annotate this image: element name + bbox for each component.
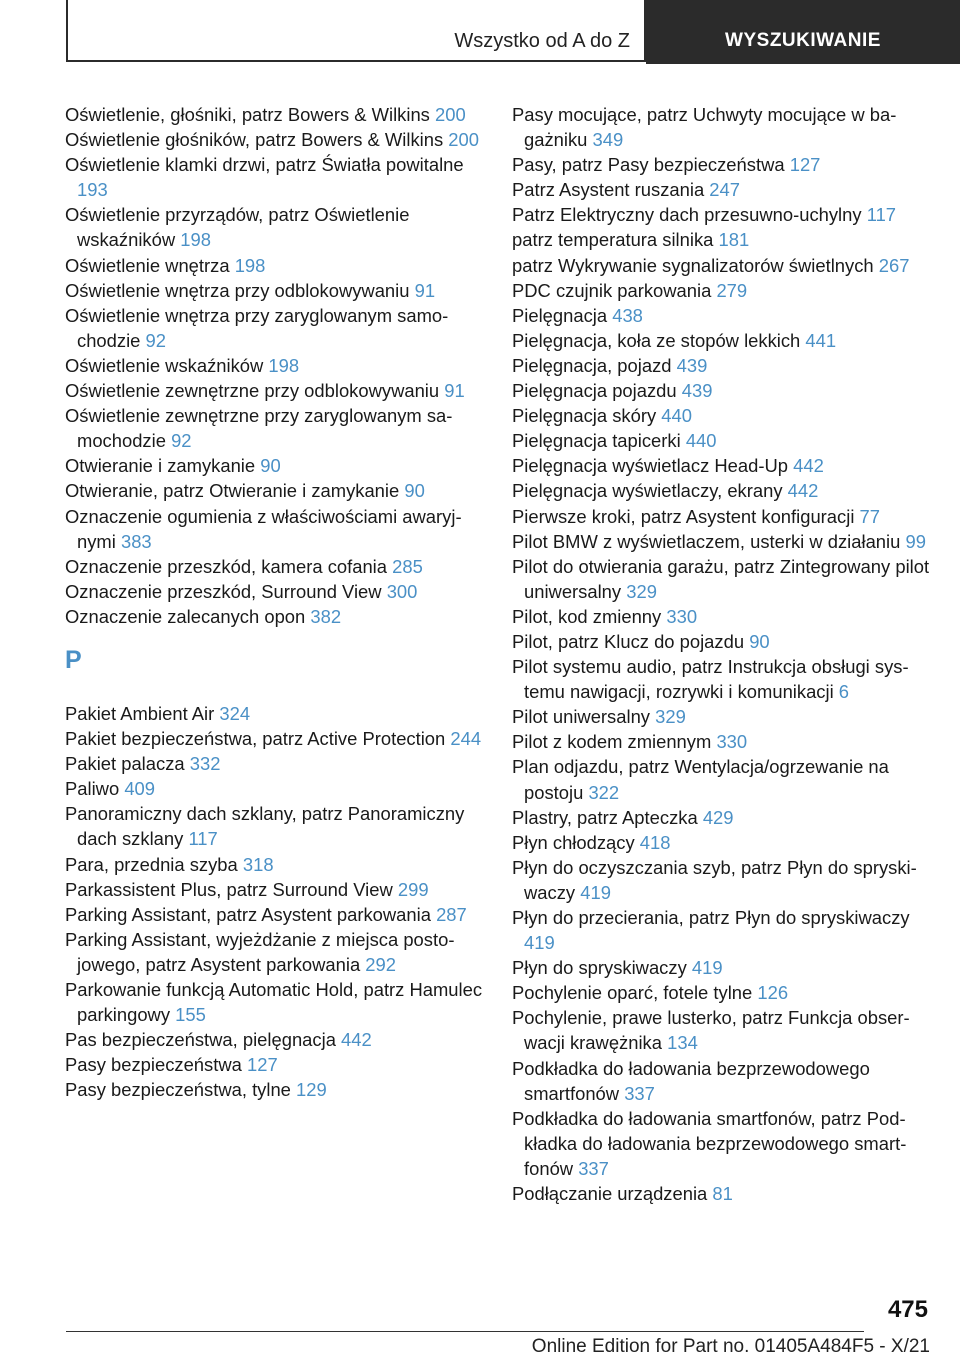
entry-text: Pasy bezpieczeństwa — [65, 1054, 242, 1076]
index-entry — [65, 353, 485, 378]
entry-text: Parking Assistant, patrz Asystent parkowania — [65, 903, 431, 925]
entry-page-link[interactable]: 200 — [435, 104, 466, 125]
index-entry — [512, 754, 930, 804]
entry-page-link[interactable]: 337 — [578, 1157, 609, 1179]
entry-text: Oznaczenie przeszkód, kamera cofania — [65, 555, 387, 577]
entry-page-link[interactable]: 200 — [448, 129, 479, 151]
index-entry — [512, 102, 930, 152]
entry-text: Podkładka do ładowania bezprzewodowego smartfonów — [512, 1057, 870, 1104]
entry-page-link[interactable]: 382 — [310, 605, 342, 627]
entry-page-link[interactable]: 318 — [242, 853, 274, 875]
footer-text: Online Edition for Part no. 01405A484F5 - X/21 — [531, 1336, 930, 1357]
entry-page-link[interactable]: 349 — [592, 129, 624, 151]
entry-text: Pilot uniwersalny — [512, 706, 650, 728]
tab-search-label: WYSZUKIWANIE — [725, 30, 881, 51]
entry-page-link[interactable]: 198 — [268, 354, 300, 376]
index-entry — [512, 177, 930, 202]
index-entry — [65, 701, 485, 726]
index-column-left — [65, 102, 485, 1102]
entries-p-section — [65, 701, 485, 1103]
tab-search[interactable] — [646, 0, 960, 64]
index-entry — [65, 278, 485, 303]
entry-text: Oświetlenie głośników, patrz Bowers & Wilkins — [65, 129, 444, 151]
entry-page-link[interactable]: 127 — [789, 154, 821, 176]
index-entry — [512, 830, 930, 855]
entry-text: Patrz Asystent ruszania — [512, 179, 705, 201]
entry-page-link[interactable]: 438 — [612, 304, 643, 326]
index-entry — [65, 852, 485, 877]
index-entry — [65, 102, 485, 127]
entry-text: Pochylenie, prawe lusterko, patrz Funkcja obserwacji krawężnika — [512, 1007, 910, 1054]
entry-text: Pakiet Ambient Air — [65, 702, 215, 724]
entry-text: Plan odjazdu, patrz Wentylacja/ogrzewanie na postoju — [512, 756, 889, 803]
entry-text: Pielęgnacja pojazdu — [512, 380, 677, 402]
entry-page-link[interactable]: 117 — [866, 204, 897, 226]
index-entry — [512, 278, 930, 303]
entry-page-link[interactable]: 383 — [120, 530, 152, 552]
entry-page-link[interactable]: 90 — [404, 480, 425, 502]
entry-text: Pasy mocujące, patrz Uchwyty mocujące w bagażniku — [512, 104, 897, 151]
entry-page-link[interactable]: 244 — [450, 728, 482, 750]
entry-text: Otwieranie i zamykanie — [65, 455, 256, 477]
entry-page-link[interactable]: 247 — [709, 179, 740, 201]
entry-text: Pakiet palacza — [65, 753, 185, 775]
entry-text: Oznaczenie zalecanych opon — [65, 605, 306, 627]
entry-page-link[interactable]: 442 — [793, 455, 824, 477]
entry-page-link[interactable]: 419 — [691, 957, 723, 979]
index-entry — [512, 453, 930, 478]
entry-page-link[interactable]: 329 — [626, 580, 657, 602]
index-entry — [512, 504, 930, 529]
index-entry — [65, 403, 485, 453]
index-entry — [65, 1077, 485, 1102]
entry-text: Pilot z kodem zmiennym — [512, 731, 712, 753]
index-entry — [512, 1106, 930, 1181]
entry-page-link[interactable]: 198 — [234, 254, 266, 276]
entry-text: Podłączanie urządzenia — [512, 1183, 708, 1205]
entry-text: Pasy, patrz Pasy bezpieczeństwa — [512, 154, 785, 176]
header-tabs — [66, 0, 960, 64]
index-column-right — [512, 102, 930, 1206]
index-entry — [65, 504, 485, 554]
index-entry — [65, 303, 485, 353]
index-entry — [512, 955, 930, 980]
entry-page-link[interactable]: 126 — [757, 982, 789, 1004]
entry-text: Oświetlenie zewnętrzne przy zaryglowanym samochodzie — [65, 405, 453, 452]
index-entry — [65, 152, 485, 202]
entry-text: Parkowanie funkcją Automatic Hold, patrz Hamulec parkingowy — [65, 979, 483, 1026]
index-entry — [512, 152, 930, 177]
entry-page-link[interactable]: 267 — [878, 254, 910, 276]
entry-page-link[interactable]: 287 — [436, 903, 467, 925]
entry-page-link[interactable]: 285 — [392, 555, 423, 577]
index-entry — [512, 980, 930, 1005]
tab-index-label: Wszystko od A do Z — [454, 30, 630, 52]
entries-right — [512, 102, 930, 1206]
index-entry — [65, 1052, 485, 1077]
index-entry — [512, 855, 930, 905]
entry-page-link[interactable]: 134 — [667, 1032, 698, 1054]
entry-page-link[interactable]: 129 — [296, 1079, 327, 1101]
entry-text: Pielęgnacja, koła ze stopów lekkich — [512, 329, 801, 351]
index-entry — [512, 654, 930, 704]
index-entry — [512, 303, 930, 328]
entry-page-link[interactable]: 99 — [905, 530, 926, 552]
index-entry — [512, 905, 930, 955]
entry-text: Pilot, patrz Klucz do pojazdu — [512, 630, 745, 652]
entry-text: Plastry, patrz Apteczka — [512, 806, 698, 828]
entry-text: patrz Wykrywanie sygnalizatorów świetlnych — [512, 254, 874, 276]
entry-text: Paliwo — [65, 778, 120, 800]
index-entry — [512, 353, 930, 378]
section-letter: P — [65, 645, 82, 674]
index-entry — [512, 805, 930, 830]
entry-text: Patrz Elektryczny dach przesuwno-uchylny — [512, 204, 862, 226]
index-entry — [512, 1056, 930, 1106]
entry-page-link[interactable]: 442 — [341, 1029, 372, 1051]
entry-page-link[interactable]: 81 — [712, 1183, 733, 1205]
entry-page-link[interactable]: 279 — [716, 279, 748, 301]
entry-page-link[interactable]: 127 — [246, 1054, 278, 1076]
entry-text: Oświetlenie, głośniki, patrz Bowers & Wilkins — [65, 104, 430, 125]
index-entry — [512, 328, 930, 353]
entry-page-link[interactable]: 332 — [189, 753, 221, 775]
entry-page-link[interactable]: 429 — [702, 806, 734, 828]
entry-page-link[interactable]: 90 — [749, 630, 770, 652]
index-entry — [512, 478, 930, 503]
entry-text: Pielęgnacja tapicerki — [512, 430, 681, 452]
index-entry — [512, 253, 930, 278]
entry-page-link[interactable]: 409 — [124, 778, 155, 800]
entry-text: Oznaczenie przeszkód, Surround View — [65, 580, 382, 602]
index-entry — [65, 726, 485, 751]
index-entry — [65, 1027, 485, 1052]
entry-text: Para, przednia szyba — [65, 853, 238, 875]
entry-text: Oświetlenie wnętrza przy odblokowywaniu — [65, 279, 410, 301]
entry-text: Pilot systemu audio, patrz Instrukcja obsługi systemu nawigacji, rozrywki i komunikacji — [512, 656, 909, 703]
entry-page-link[interactable]: 330 — [666, 605, 698, 627]
entry-page-link[interactable]: 419 — [524, 932, 555, 954]
index-entry — [512, 403, 930, 428]
entry-page-link[interactable]: 90 — [260, 455, 281, 477]
index-entry — [65, 776, 485, 801]
index-entry — [65, 751, 485, 776]
entry-page-link[interactable]: 77 — [859, 505, 880, 527]
page-number: 475 — [887, 1296, 928, 1323]
index-entry — [512, 227, 930, 252]
entry-page-link[interactable]: 198 — [180, 229, 211, 251]
index-entry — [65, 877, 485, 902]
footer-rule — [66, 1331, 864, 1332]
index-entry — [512, 604, 930, 629]
entry-page-link[interactable]: 441 — [805, 329, 837, 351]
entry-page-link[interactable]: 91 — [444, 380, 465, 402]
entry-text: Pasy bezpieczeństwa, tylne — [65, 1079, 291, 1101]
entry-text: Oświetlenie klamki drzwi, patrz Światła powitalne — [65, 154, 464, 176]
entry-text: Oświetlenie wnętrza — [65, 254, 230, 276]
entry-text: Oświetlenie przyrządów, patrz Oświetlenie wskaźników — [65, 204, 410, 251]
entry-page-link[interactable]: 442 — [787, 480, 819, 502]
index-entry — [65, 378, 485, 403]
entry-text: Oświetlenie wnętrza przy zaryglowanym samochodzie — [65, 304, 449, 351]
entry-page-link[interactable]: 300 — [386, 580, 418, 602]
index-entry — [512, 1181, 930, 1206]
entry-text: Pierwsze kroki, patrz Asystent konfiguracji — [512, 505, 855, 527]
entry-text: Podkładka do ładowania smartfonów, patrz Podkładka do ładowania bezprzewodowego smartfonów — [512, 1107, 907, 1179]
entry-page-link[interactable]: 6 — [838, 681, 850, 703]
entry-text: Oznaczenie ogumienia z właściwościami awaryjnymi — [65, 505, 462, 552]
entry-text: Parkassistent Plus, patrz Surround View — [65, 878, 393, 900]
index-entry — [65, 902, 485, 927]
entry-page-link[interactable]: 92 — [171, 430, 192, 452]
tab-index[interactable] — [66, 0, 646, 62]
entry-page-link[interactable]: 92 — [145, 329, 166, 351]
index-entry — [512, 554, 930, 604]
entry-page-link[interactable]: 322 — [588, 781, 620, 803]
entry-text: Pielęgnacja, pojazd — [512, 354, 672, 376]
entry-page-link[interactable]: 292 — [365, 953, 396, 975]
entry-text: Pilot, kod zmienny — [512, 605, 662, 627]
entry-text: Pielęgnacja skóry — [512, 405, 657, 427]
entry-page-link[interactable]: 91 — [414, 279, 436, 301]
index-entry — [512, 529, 930, 554]
entry-text: Pochylenie oparć, fotele tylne — [512, 982, 753, 1004]
entry-page-link[interactable]: 181 — [718, 229, 750, 251]
entry-text: Oświetlenie wskaźników — [65, 354, 264, 376]
entry-page-link[interactable]: 418 — [639, 831, 671, 853]
index-entry — [512, 428, 930, 453]
index-entry — [512, 202, 930, 227]
entry-page-link[interactable]: 155 — [175, 1004, 206, 1026]
entry-text: Panoramiczny dach szklany, patrz Panoramiczny dach szklany — [65, 803, 465, 850]
index-entry — [512, 729, 930, 754]
index-entry — [65, 927, 485, 977]
index-entry — [65, 579, 485, 604]
index-entry — [65, 554, 485, 579]
index-entry — [65, 453, 485, 478]
index-entry — [65, 253, 485, 278]
entry-text: Pilot BMW z wyświetlaczem, usterki w działaniu — [512, 530, 901, 552]
index-entry — [65, 977, 485, 1027]
entry-text: Płyn chłodzący — [512, 831, 635, 853]
index-entry — [512, 1005, 930, 1055]
index-entry — [512, 378, 930, 403]
entry-page-link[interactable]: 439 — [681, 380, 713, 402]
entry-text: patrz temperatura silnika — [512, 229, 714, 251]
entry-text: PDC czujnik parkowania — [512, 279, 712, 301]
entry-page-link[interactable]: 330 — [716, 731, 748, 753]
entry-page-link[interactable]: 299 — [397, 878, 429, 900]
entry-text: Pas bezpieczeństwa, pielęgnacja — [65, 1029, 336, 1051]
entry-text: Pielęgnacja — [512, 304, 608, 326]
entry-text: Otwieranie, patrz Otwieranie i zamykanie — [65, 480, 400, 502]
entry-text: Pakiet bezpieczeństwa, patrz Active Protection — [65, 728, 446, 750]
index-entry — [65, 127, 485, 152]
entry-page-link[interactable]: 324 — [219, 702, 251, 724]
entry-page-link[interactable]: 117 — [188, 828, 218, 850]
entry-page-link[interactable]: 440 — [685, 430, 717, 452]
entry-text: Oświetlenie zewnętrzne przy odblokowywaniu — [65, 380, 440, 402]
index-entry — [512, 629, 930, 654]
entry-text: Płyn do spryskiwaczy — [512, 957, 687, 979]
entry-text: Parking Assistant, wyjeżdżanie z miejsca postojowego, patrz Asystent parkowania — [65, 928, 455, 975]
entry-text: Pielęgnacja wyświetlaczy, ekrany — [512, 480, 783, 502]
index-entry — [65, 801, 485, 851]
entries-o-section — [65, 102, 485, 629]
index-entry — [65, 604, 485, 629]
index-entry — [512, 704, 930, 729]
entry-text: Płyn do oczyszczania szyb, patrz Płyn do spryskiwaczy — [512, 856, 917, 903]
index-entry — [65, 478, 485, 503]
entry-page-link[interactable]: 193 — [77, 179, 108, 201]
entry-page-link[interactable]: 439 — [676, 354, 708, 376]
entry-page-link[interactable]: 337 — [624, 1082, 655, 1104]
entry-page-link[interactable]: 440 — [661, 405, 692, 427]
entry-text: Płyn do przecierania, patrz Płyn do spryskiwaczy — [512, 907, 910, 928]
entry-page-link[interactable]: 419 — [580, 881, 611, 903]
entry-text: Pilot do otwierania garażu, patrz Zintegrowany pilot uniwersalny — [512, 555, 930, 602]
index-entry — [65, 202, 485, 252]
entry-text: Pielęgnacja wyświetlacz Head-Up — [512, 455, 788, 477]
entry-page-link[interactable]: 329 — [655, 706, 686, 728]
